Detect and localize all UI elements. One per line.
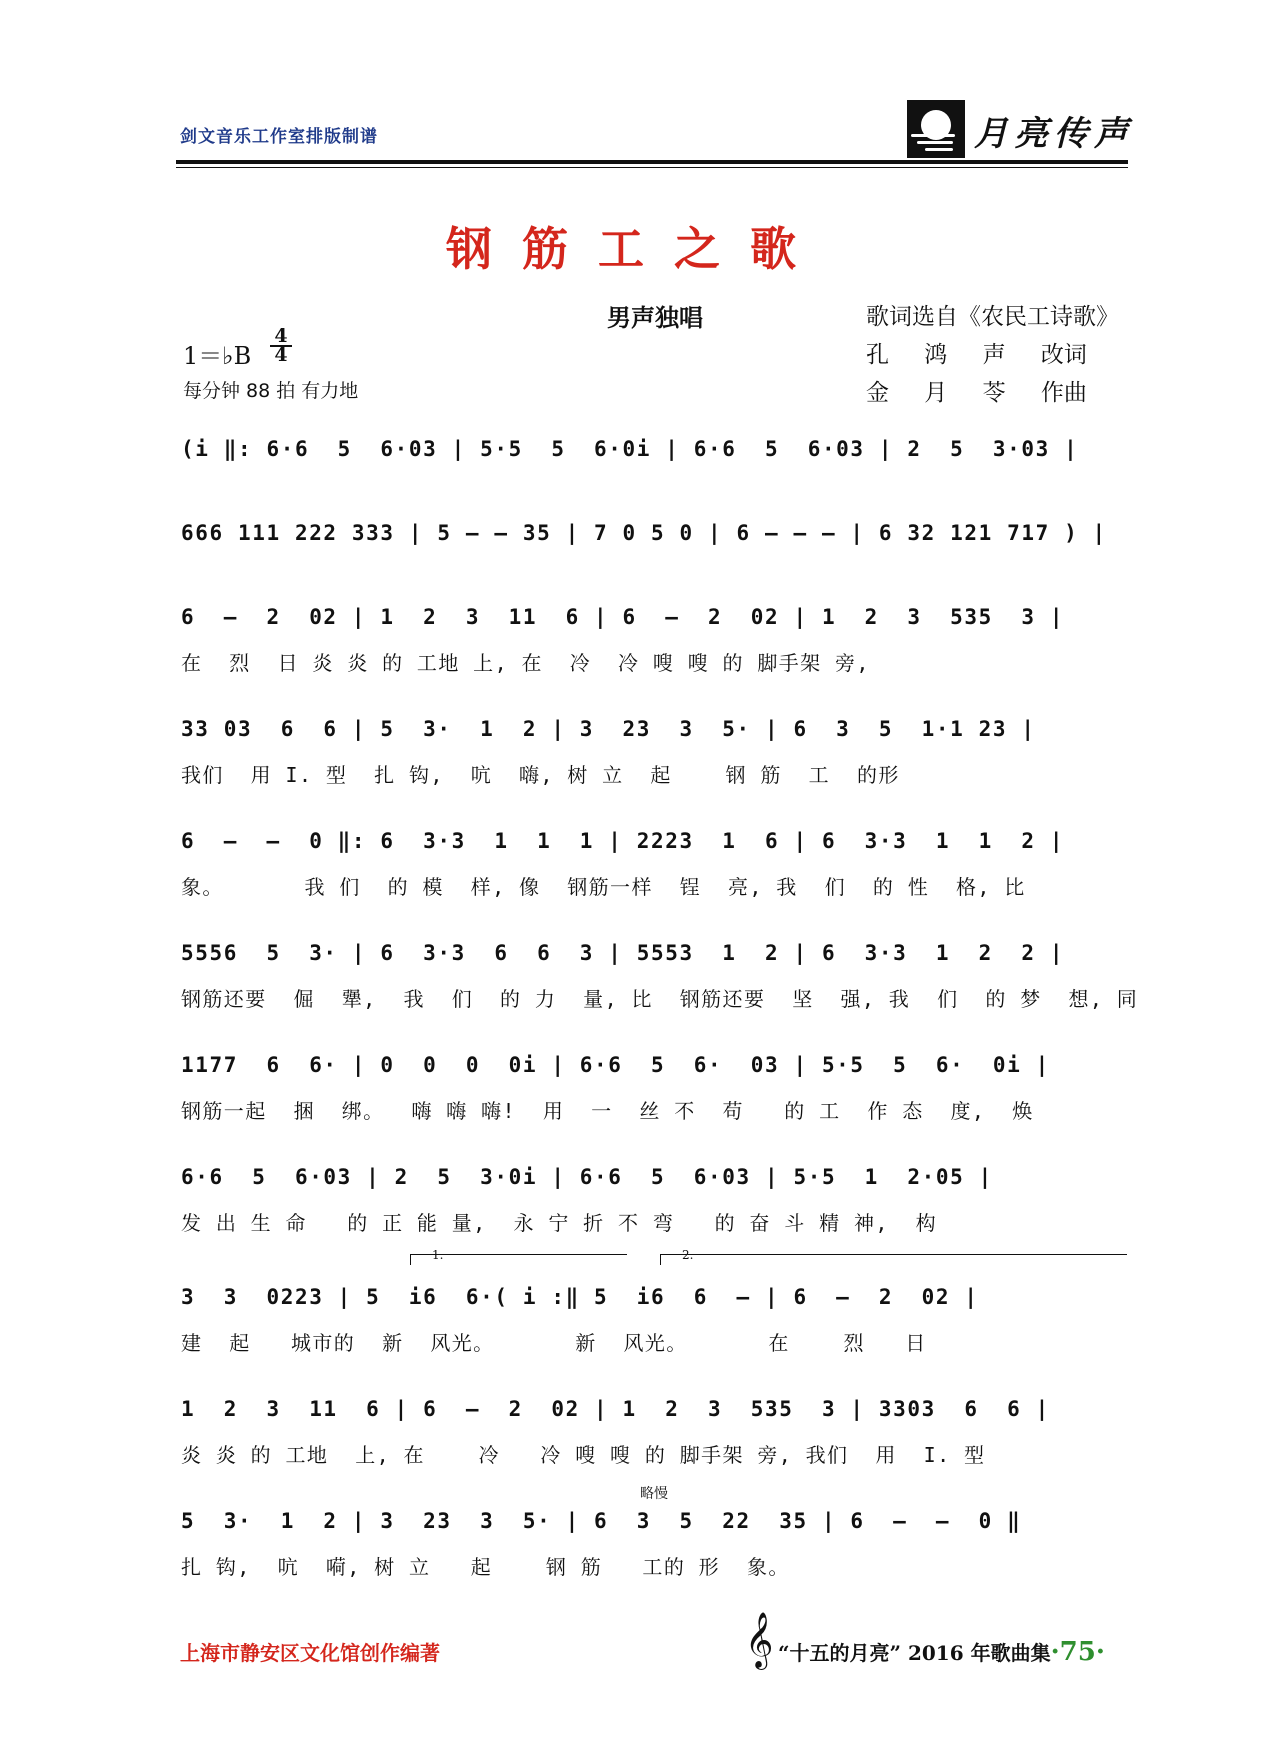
collection-title: “十五的月亮” 2016 年歌曲集·75·	[778, 1637, 1105, 1667]
second-ending-bracket	[660, 1254, 1127, 1265]
notation: 666 111 222 333 | 5 — — 35 | 7 0 5 0 | 6 — — — | 6 32 121 717 ) |	[181, 521, 1107, 545]
lyrics: 钢筋还要 倔 犟, 我 们 的 力 量, 比 钢筋还要 坚 强, 我 们 的 梦 想, 同	[181, 987, 1139, 1011]
time-signature: 4 4	[270, 328, 292, 364]
song-subtitle: 男声独唱	[607, 303, 703, 332]
logo-text: 月亮传声	[974, 114, 1134, 154]
studio-credit: 剑文音乐工作室排版制谱	[180, 127, 378, 147]
notation: 5 3· 1 2 | 3 23 3 5· | 6 3 5 22 35 | 6 — — 0 ‖	[181, 1509, 1022, 1533]
notation: 1177 6 6· | 0 0 0 0i | 6·6 5 6· 03 | 5·5 5 6· 0i |	[181, 1053, 1050, 1077]
lyrics: 扎 钩, 吭 嗬, 树 立 起 钢 筋 工的 形 象。	[181, 1555, 790, 1579]
tempo-marking: 每分钟 88 拍 有力地	[183, 380, 359, 402]
key-signature: 1＝♭B	[183, 342, 252, 370]
lyrics: 我们 用 I. 型 扎 钩, 吭 嗨, 树 立 起 钢 筋 工 的形	[181, 763, 900, 787]
header-rule	[176, 160, 1128, 164]
page-number: ·75·	[1050, 1637, 1105, 1667]
publisher-credit: 上海市静安区文化馆创作编著	[180, 1641, 440, 1665]
notation: 6 — — 0 ‖: 6 3·3 1 1 1 | 2223 1 6 | 6 3·3 1 1 2 |	[181, 829, 1065, 853]
song-title: 钢筋工之歌	[446, 222, 826, 276]
notation: 6 — 2 02 | 1 2 3 11 6 | 6 — 2 02 | 1 2 3 535 3 |	[181, 605, 1065, 629]
notation: 3 3 0223 | 5 i6 6·( i :‖ 5 i6 6 — | 6 — 2 02 |	[181, 1285, 979, 1309]
notation: (i ‖: 6·6 5 6·03 | 5·5 5 6·0i | 6·6 5 6·03 | 2 5 3·03 |	[181, 437, 1079, 461]
lyrics: 钢筋一起 捆 绑。 嗨 嗨 嗨! 用 一 丝 不 苟 的 工 作 态 度, 焕	[181, 1099, 1034, 1123]
header-rule-thin	[176, 167, 1128, 168]
first-ending-number: 1.	[432, 1248, 444, 1262]
notation: 33 03 6 6 | 5 3· 1 2 | 3 23 3 5· | 6 3 5 1·1 23 |	[181, 717, 1036, 741]
lyrics: 发 出 生 命 的 正 能 量, 永 宁 折 不 弯 的 奋 斗 精 神, 构	[181, 1211, 938, 1235]
lyrics: 炎 炎 的 工地 上, 在 冷 冷 嗖 嗖 的 脚手架 旁, 我们 用 I. 型	[181, 1443, 986, 1467]
lyrics: 建 起 城市的 新 风光。 新 风光。 在 烈 日	[181, 1331, 927, 1355]
slow-marking: 略慢	[640, 1486, 668, 1502]
lyrics-source: 歌词选自《农民工诗歌》	[866, 304, 1119, 330]
lyrics: 在 烈 日 炎 炎 的 工地 上, 在 冷 冷 嗖 嗖 的 脚手架 旁,	[181, 651, 870, 675]
notation: 6·6 5 6·03 | 2 5 3·0i | 6·6 5 6·03 | 5·5 1 2·05 |	[181, 1165, 993, 1189]
composer-credit: 金 月 苓 作曲	[866, 380, 1087, 406]
notation: 5556 5 3· | 6 3·3 6 6 3 | 5553 1 2 | 6 3·3 1 2 2 |	[181, 941, 1065, 965]
moon-logo-icon	[907, 100, 965, 158]
treble-clef-icon: 𝄞	[745, 1612, 774, 1668]
notation: 1 2 3 11 6 | 6 — 2 02 | 1 2 3 535 3 | 3303 6 6 |	[181, 1397, 1050, 1421]
lyrics: 象。 我 们 的 模 样, 像 钢筋一样 锃 亮, 我 们 的 性 格, 比	[181, 875, 1026, 899]
lyricist-credit: 孔 鸿 声 改词	[866, 342, 1087, 368]
second-ending-number: 2.	[682, 1248, 694, 1262]
